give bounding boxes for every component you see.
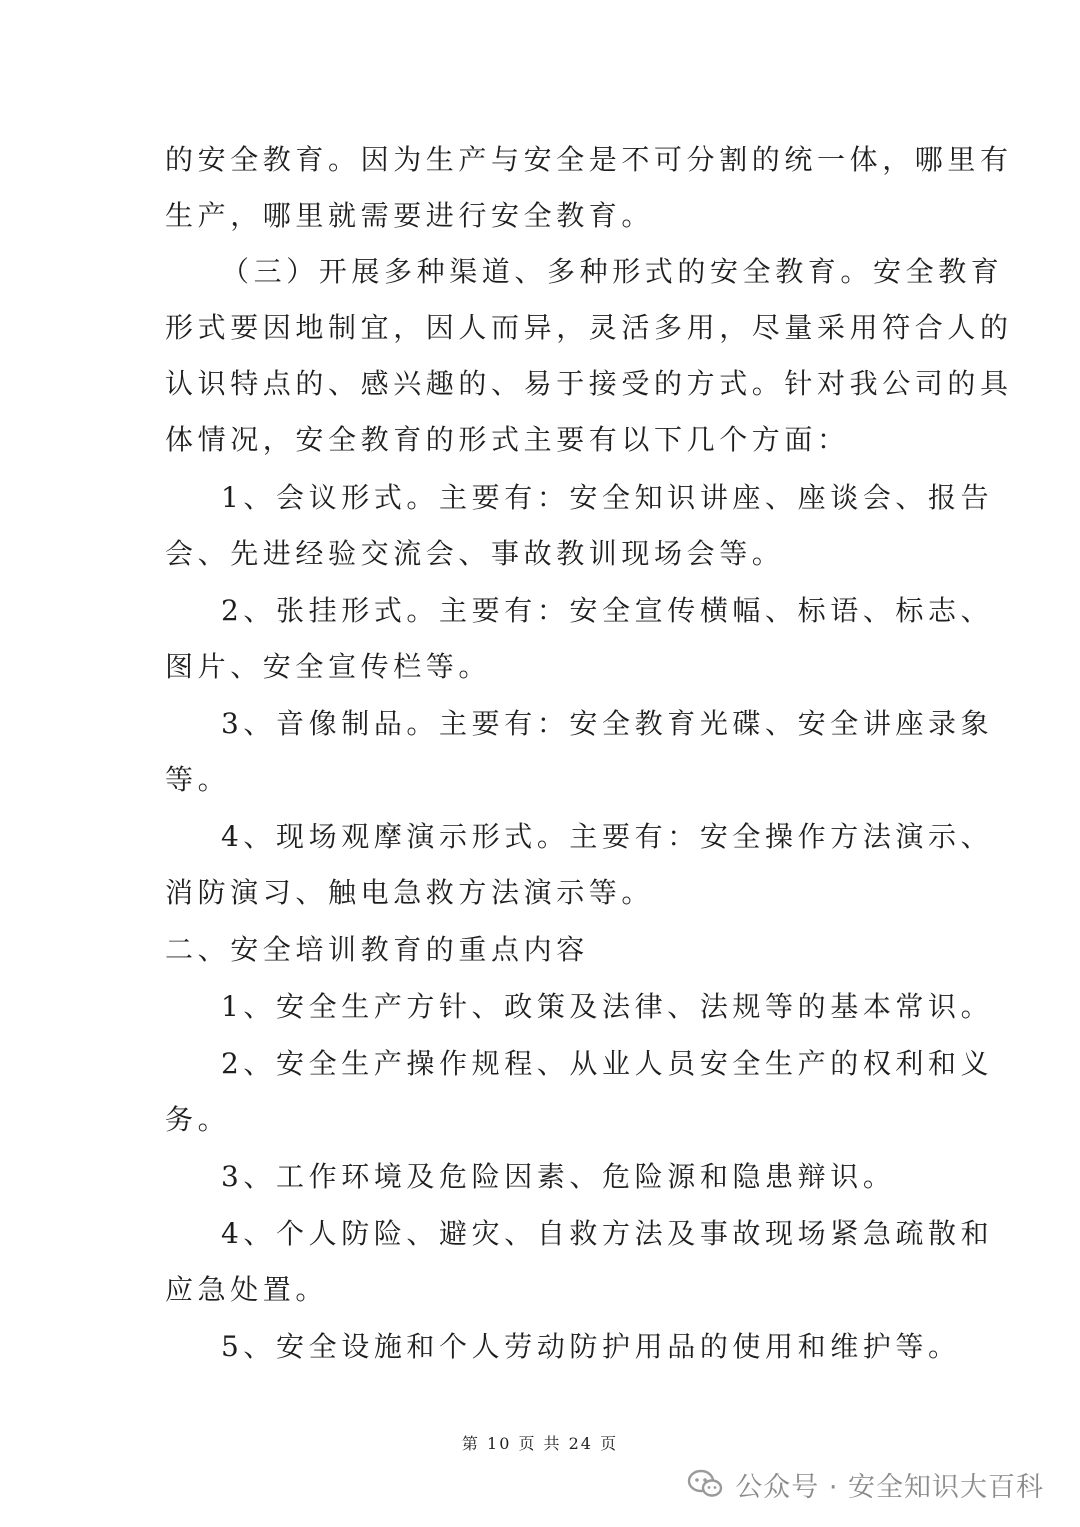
body-line: 等。 [165, 763, 231, 796]
watermark [687, 1464, 1044, 1504]
list-item-line: 2、张挂形式。主要有：安全宣传横幅、标语、标志、 [221, 594, 994, 627]
body-line: 的安全教育。因为生产与安全是不可分割的统一体，哪里有 [165, 143, 1013, 176]
list-item-line: 5、安全设施和个人劳动防护用品的使用和维护等。 [221, 1330, 961, 1363]
list-item-line: 1、安全生产方针、政策及法律、法规等的基本常识。 [221, 990, 994, 1023]
body-line: 形式要因地制宜，因人而异，灵活多用，尽量采用符合人的 [165, 311, 1013, 344]
list-item-line: 1、会议形式。主要有：安全知识讲座、座谈会、报告 [221, 481, 994, 514]
body-line: 认识特点的、感兴趣的、易于接受的方式。针对我公司的具 [165, 367, 1013, 400]
list-item-line: 3、工作环境及危险因素、危险源和隐患辩识。 [221, 1160, 896, 1193]
section-line: （三）开展多种渠道、多种形式的安全教育。安全教育 [221, 255, 1004, 288]
list-item-line: 3、音像制品。主要有：安全教育光碟、安全讲座录象 [221, 707, 994, 740]
body-line: 生产，哪里就需要进行安全教育。 [165, 199, 655, 232]
body-line: 会、先进经验交流会、事故教训现场会等。 [165, 537, 785, 570]
section-heading: 二、安全培训教育的重点内容 [165, 933, 589, 966]
list-item-line: 4、个人防险、避灾、自救方法及事故现场紧急疏散和 [221, 1217, 994, 1250]
body-line: 消防演习、触电急救方法演示等。 [165, 876, 655, 909]
body-line: 应急处置。 [165, 1273, 329, 1306]
body-line: 体情况，安全教育的形式主要有以下几个方面： [165, 423, 850, 456]
list-item-line: 2、安全生产操作规程、从业人员安全生产的权利和义 [221, 1047, 994, 1080]
body-line: 务。 [165, 1103, 231, 1136]
wechat-official-account-icon [687, 1469, 723, 1499]
page-number: 第 10 页 共 24 页 [461, 1434, 619, 1453]
list-item-line: 4、现场观摩演示形式。主要有：安全操作方法演示、 [221, 820, 994, 853]
watermark-text: 公众号 · 安全知识大百科 [735, 1471, 1044, 1503]
body-line: 图片、安全宣传栏等。 [165, 650, 492, 683]
